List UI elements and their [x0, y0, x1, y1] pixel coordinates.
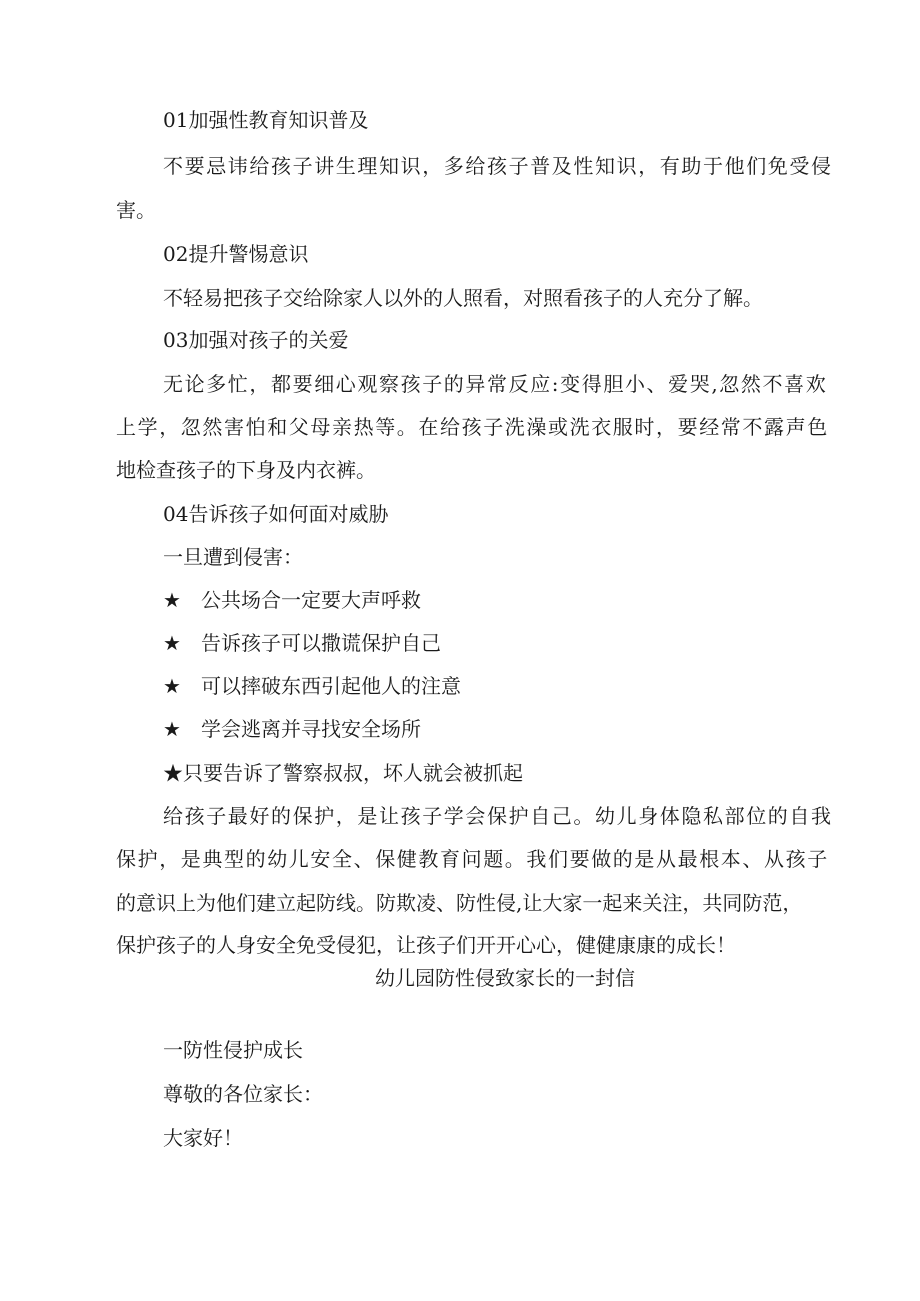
conclusion-line-3: 的意识上为他们建立起防线。防欺凌、防性侵,让大家一起来关注，共同防范，	[116, 891, 803, 915]
section-3-body-line-3: 地检查孩子的下身及内衣裤。	[116, 458, 376, 482]
section-4-heading: 04告诉孩子如何面对威胁	[163, 502, 389, 526]
conclusion-line-2: 保护，是典型的幼儿安全、保健教育问题。我们要做的是从最根本、从孩子	[116, 847, 829, 871]
letter-subtitle: 一防性侵护成长	[163, 1038, 303, 1062]
section-1-body-line-2: 害。	[116, 198, 156, 222]
section-1-body-line-1: 不要忌讳给孩子讲生理知识，多给孩子普及性知识，有助于他们免受侵	[163, 154, 833, 178]
letter-title: 幼儿园防性侵致家长的一封信	[375, 966, 635, 990]
salutation: 尊敬的各位家长：	[163, 1082, 323, 1106]
star-icon: ★	[163, 674, 181, 698]
section-4-intro: 一旦遭到侵害：	[163, 545, 303, 569]
tip-item-5: ★只要告诉了警察叔叔，坏人就会被抓起	[163, 761, 523, 785]
tip-text: 告诉孩子可以撒谎保护自己	[201, 631, 441, 655]
tip-text: 学会逃离并寻找安全场所	[201, 717, 421, 741]
section-1-heading: 01加强性教育知识普及	[163, 108, 369, 132]
tip-text: 公共场合一定要大声呼救	[201, 588, 421, 612]
section-3-body-line-2: 上学，忽然害怕和父母亲热等。在给孩子洗澡或洗衣服时，要经常不露声色	[116, 415, 829, 439]
section-2-body: 不轻易把孩子交给除家人以外的人照看，对照看孩子的人充分了解。	[163, 286, 763, 310]
star-icon: ★	[163, 717, 181, 741]
tip-item	[163, 672, 461, 700]
tip-item	[163, 586, 421, 614]
tip-item	[163, 629, 441, 657]
star-icon: ★	[163, 588, 181, 612]
tip-item	[163, 715, 421, 743]
star-icon: ★	[163, 631, 181, 655]
section-3-body-line-1: 无论多忙，都要细心观察孩子的异常反应:变得胆小、爱哭,忽然不喜欢	[163, 372, 828, 396]
conclusion-line-1: 给孩子最好的保护，是让孩子学会保护自己。幼儿身体隐私部位的自我	[163, 804, 833, 828]
section-2-heading: 02提升警惕意识	[163, 242, 309, 266]
tip-text: 可以摔破东西引起他人的注意	[201, 674, 461, 698]
conclusion-line-4: 保护孩子的人身安全免受侵犯，让孩子们开开心心，健健康康的成长！	[116, 933, 736, 957]
greeting: 大家好！	[163, 1126, 243, 1150]
section-3-heading: 03加强对孩子的关爱	[163, 328, 349, 352]
